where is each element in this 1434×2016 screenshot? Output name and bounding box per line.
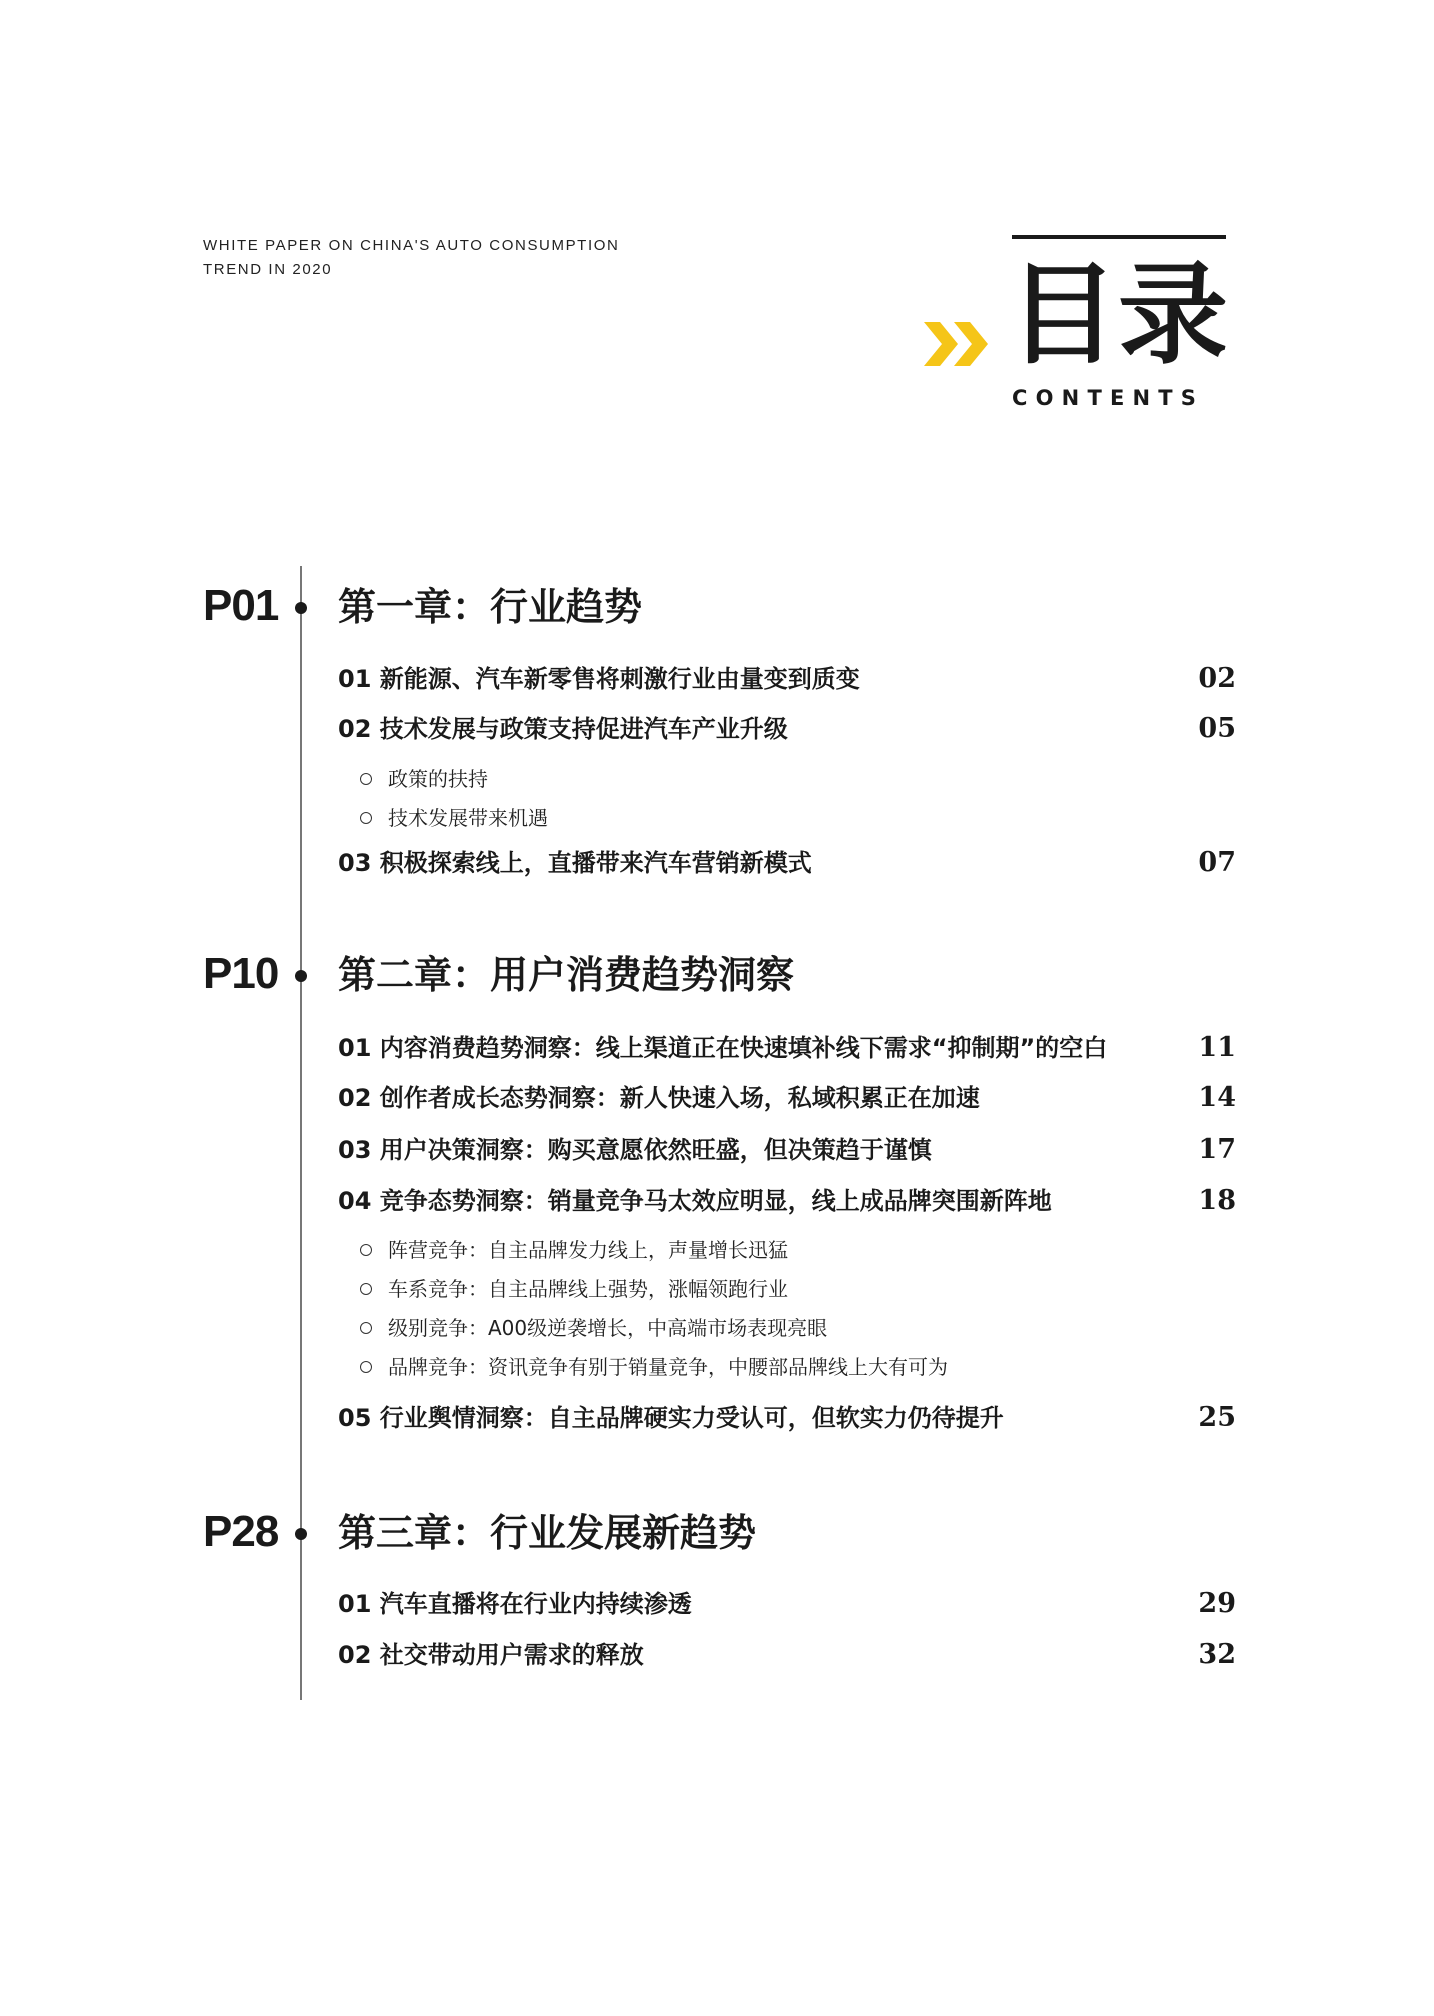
circle-bullet-icon xyxy=(360,773,372,785)
chapter-page-number: P01 xyxy=(203,581,279,630)
toc-entry-text: 01 汽车直播将在行业内持续渗透 xyxy=(338,1590,692,1618)
toc-entry[interactable] xyxy=(338,1080,1238,1116)
timeline-dot xyxy=(295,1528,307,1540)
toc-entry-page: 02 xyxy=(1198,663,1236,694)
chapter-page-number: P28 xyxy=(203,1507,279,1556)
circle-bullet-icon xyxy=(360,1244,372,1256)
toc-entry[interactable] xyxy=(338,1183,1238,1219)
circle-bullet-icon xyxy=(360,1322,372,1334)
double-chevron-right-icon xyxy=(924,322,992,366)
toc-entry[interactable] xyxy=(338,1030,1238,1066)
page-title: 目录 xyxy=(1008,251,1228,379)
toc-entry-text: 02 技术发展与政策支持促进汽车产业升级 xyxy=(338,715,788,743)
toc-entry-page: 11 xyxy=(1198,1032,1236,1063)
timeline-dot xyxy=(295,602,307,614)
toc-entry-page: 17 xyxy=(1198,1134,1236,1165)
report-subtitle-line1: WHITE PAPER ON CHINA'S AUTO CONSUMPTION xyxy=(203,237,620,254)
toc-entry-page: 25 xyxy=(1198,1402,1236,1433)
toc-entry-page: 18 xyxy=(1198,1185,1236,1216)
toc-entry-page: 29 xyxy=(1198,1588,1236,1619)
report-subtitle-line2: TREND IN 2020 xyxy=(203,261,333,278)
toc-subentry[interactable] xyxy=(360,803,548,833)
toc-entry-text: 03 积极探索线上，直播带来汽车营销新模式 xyxy=(338,849,812,877)
toc-entry-text: 04 竞争态势洞察：销量竞争马太效应明显，线上成品牌突围新阵地 xyxy=(338,1187,1052,1215)
title-rule xyxy=(1012,235,1226,239)
toc-entry[interactable] xyxy=(338,1400,1238,1436)
toc-entry-text: 02 创作者成长态势洞察：新人快速入场，私域积累正在加速 xyxy=(338,1084,980,1112)
toc-subentry[interactable] xyxy=(360,1352,948,1382)
timeline-dot xyxy=(295,970,307,982)
toc-entry-text: 01 新能源、汽车新零售将刺激行业由量变到质变 xyxy=(338,665,860,693)
chapter-page-number: P10 xyxy=(203,949,279,998)
toc-subentry-text: 政策的扶持 xyxy=(388,767,488,791)
toc-subentry[interactable] xyxy=(360,1235,788,1265)
toc-subentry-text: 品牌竞争：资讯竞争有别于销量竞争，中腰部品牌线上大有可为 xyxy=(388,1355,948,1379)
toc-entry-text: 02 社交带动用户需求的释放 xyxy=(338,1641,644,1669)
toc-subentry-text: 阵营竞争：自主品牌发力线上，声量增长迅猛 xyxy=(388,1238,788,1262)
toc-entry-page: 32 xyxy=(1198,1639,1236,1670)
toc-entry[interactable] xyxy=(338,661,1238,697)
circle-bullet-icon xyxy=(360,1283,372,1295)
toc-entry[interactable] xyxy=(338,1586,1238,1622)
toc-entry[interactable] xyxy=(338,1132,1238,1168)
chapter-title: 第一章：行业趋势 xyxy=(338,585,643,629)
toc-subentry-text: 车系竞争：自主品牌线上强势，涨幅领跑行业 xyxy=(388,1277,788,1301)
chapter-title: 第二章：用户消费趋势洞察 xyxy=(338,953,795,997)
toc-subentry-text: 技术发展带来机遇 xyxy=(388,806,548,830)
toc-subentry[interactable] xyxy=(360,1313,827,1343)
toc-entry-page: 05 xyxy=(1198,713,1236,744)
toc-subentry[interactable] xyxy=(360,1274,788,1304)
toc-subentry[interactable] xyxy=(360,764,488,794)
toc-subentry-text: 级别竞争：A00级逆袭增长，中高端市场表现亮眼 xyxy=(388,1316,828,1340)
chapter-title: 第三章：行业发展新趋势 xyxy=(338,1511,757,1555)
toc-entry[interactable] xyxy=(338,711,1238,747)
toc-entry[interactable] xyxy=(338,845,1238,881)
page-title-en: CONTENTS xyxy=(1012,386,1205,410)
toc-entry-page: 07 xyxy=(1198,847,1236,878)
report-subtitle xyxy=(203,234,619,282)
circle-bullet-icon xyxy=(360,1361,372,1373)
toc-entry[interactable] xyxy=(338,1637,1238,1673)
circle-bullet-icon xyxy=(360,812,372,824)
toc-entry-page: 14 xyxy=(1198,1082,1236,1113)
toc-entry-text: 05 行业舆情洞察：自主品牌硬实力受认可，但软实力仍待提升 xyxy=(338,1404,1004,1432)
toc-entry-text: 03 用户决策洞察：购买意愿依然旺盛，但决策趋于谨慎 xyxy=(338,1136,932,1164)
toc-entry-text: 01 内容消费趋势洞察：线上渠道正在快速填补线下需求“抑制期”的空白 xyxy=(338,1034,1108,1062)
